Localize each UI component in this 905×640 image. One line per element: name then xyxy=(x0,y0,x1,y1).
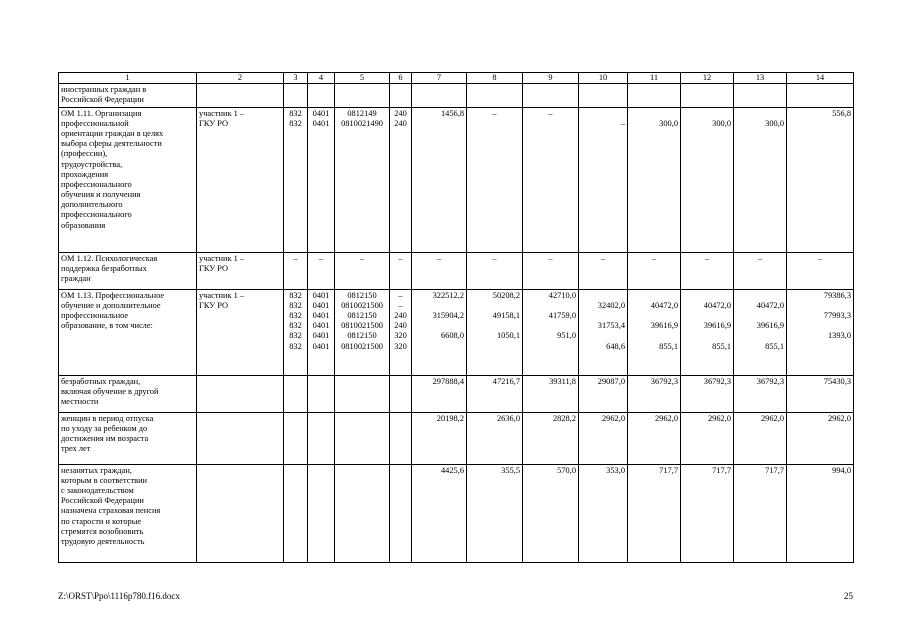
value-col9-line: 951,0 xyxy=(557,331,576,341)
row-title-line: дополнительного xyxy=(61,200,123,210)
value-col12-cell xyxy=(681,464,734,562)
value-total-cell xyxy=(412,289,467,375)
value-col9-cell xyxy=(523,252,579,289)
value-col12-line xyxy=(683,311,731,321)
value-col8-line: 2636,0 xyxy=(496,413,520,423)
value-col11-line: 300,0 xyxy=(659,118,678,128)
vr-code-line: 240 xyxy=(394,321,407,331)
row-title-line: ОМ 1.12. Психологическая xyxy=(61,253,158,263)
value-col14-cell xyxy=(787,464,854,562)
value-col13-cell xyxy=(734,375,787,412)
value-col10-cell xyxy=(579,289,628,375)
value-col12-line: 36792,3 xyxy=(703,376,731,386)
value-col11-cell xyxy=(628,289,681,375)
value-col13-line: 855,1 xyxy=(765,341,784,351)
value-col9-cell xyxy=(523,464,579,562)
value-col13-line xyxy=(736,331,784,341)
value-total-line: 1456,8 xyxy=(440,108,464,118)
row-title-line: достижения им возраста xyxy=(61,433,149,443)
value-col10-line: – xyxy=(600,253,606,263)
value-col11-cell xyxy=(628,107,681,252)
value-col13-line xyxy=(736,109,784,119)
value-col13-cell xyxy=(734,412,787,464)
csr-code-line: 0812150 xyxy=(347,331,377,341)
value-total-line xyxy=(414,342,464,352)
table-row xyxy=(59,252,854,289)
rzpr-code-line: 0401 xyxy=(312,300,330,310)
csr-code-cell xyxy=(335,289,390,375)
value-total-cell xyxy=(412,84,467,107)
csr-code-line: 0810021500 xyxy=(341,300,383,310)
row-title-line: профессиональное xyxy=(61,310,129,320)
value-col14-line: 79386,3 xyxy=(823,290,851,300)
column-header-7: 7 xyxy=(412,73,467,84)
value-col10-cell xyxy=(579,107,628,252)
row-title-line: Российской Федерации xyxy=(61,496,144,506)
csr-code-line: 0812150 xyxy=(347,290,377,300)
value-col14-line xyxy=(789,321,851,331)
value-col14-line: – xyxy=(817,253,823,263)
participant-line: ГКУ РО xyxy=(199,118,229,128)
csr-code-cell xyxy=(335,107,390,252)
value-col9-line: 2828,2 xyxy=(552,413,576,423)
value-col11-line: 39616,9 xyxy=(650,321,678,331)
participant-cell xyxy=(197,412,284,464)
grbs-code-cell xyxy=(284,107,308,252)
rzpr-code-cell xyxy=(308,375,335,412)
column-header-4: 4 xyxy=(308,73,335,84)
value-col12-cell xyxy=(681,289,734,375)
row-title-line: обучение и дополнительное xyxy=(61,300,161,310)
value-col10-line: 29087,0 xyxy=(597,376,625,386)
row-title-line: безработных граждан, xyxy=(61,376,141,386)
value-col14-line xyxy=(789,342,851,352)
grbs-code-line: 832 xyxy=(289,331,302,341)
value-col12-line: – xyxy=(704,253,710,263)
value-col13-line: – xyxy=(757,253,763,263)
row-title-cell xyxy=(59,252,197,289)
value-col14-line: 2962,0 xyxy=(827,413,851,423)
rzpr-code-cell xyxy=(308,412,335,464)
value-col11-line xyxy=(630,291,678,301)
vr-code-cell xyxy=(390,464,412,562)
value-col9-line xyxy=(525,321,576,331)
vr-code-cell xyxy=(390,252,412,289)
rzpr-code-cell xyxy=(308,464,335,562)
value-col10-line xyxy=(581,291,625,301)
csr-code-line: 0812150 xyxy=(347,310,377,320)
csr-code-cell xyxy=(335,464,390,562)
row-title-cell xyxy=(59,84,197,107)
value-total-line: 20198,2 xyxy=(436,413,464,423)
rzpr-code-line: 0401 xyxy=(312,310,330,320)
row-title-line: образования xyxy=(61,220,106,230)
value-col10-cell xyxy=(579,464,628,562)
value-col11-line: – xyxy=(651,253,657,263)
value-col14-line xyxy=(789,301,851,311)
value-col14-line: 1393,0 xyxy=(827,331,851,341)
column-header-5: 5 xyxy=(335,73,390,84)
row-title-line: назначена страховая пенсия xyxy=(61,506,161,516)
value-col9-line: 570,0 xyxy=(557,465,576,475)
value-col13-line: 36792,3 xyxy=(756,376,784,386)
vr-code-line: – xyxy=(398,290,403,300)
row-title-line: ориентации граждан в целях xyxy=(61,128,164,138)
value-col13-cell xyxy=(734,84,787,107)
row-title-line: женщин в период отпуска xyxy=(61,413,154,423)
value-col14-line: 77993,3 xyxy=(823,310,851,320)
value-col13-line xyxy=(736,291,784,301)
row-title-line: включая обучение в другой xyxy=(61,386,159,396)
value-total-cell xyxy=(412,252,467,289)
value-col8-line: – xyxy=(492,253,497,263)
participant-cell xyxy=(197,289,284,375)
column-header-14: 14 xyxy=(787,73,854,84)
value-col12-cell xyxy=(681,375,734,412)
column-header-13: 13 xyxy=(734,73,787,84)
column-header-12: 12 xyxy=(681,73,734,84)
value-col8-line: 47216,7 xyxy=(492,376,520,386)
value-total-line: 6608,0 xyxy=(440,331,464,341)
value-col8-cell xyxy=(467,289,523,375)
participant-cell xyxy=(197,464,284,562)
value-col10-line xyxy=(581,109,625,119)
vr-code-line: 240 xyxy=(394,118,407,128)
value-col10-cell xyxy=(579,252,628,289)
csr-code-line: 0810021500 xyxy=(341,321,383,331)
participant-cell xyxy=(197,252,284,289)
value-col11-line: 36792,3 xyxy=(650,376,678,386)
value-col8-cell xyxy=(467,84,523,107)
value-col13-line: 717,7 xyxy=(765,465,784,475)
table-row xyxy=(59,375,854,412)
rzpr-code-cell xyxy=(308,252,335,289)
row-title-line: образование, в том числе: xyxy=(61,321,153,331)
value-col8-line xyxy=(469,321,520,331)
value-col14-line: 556,8 xyxy=(832,108,851,118)
value-col9-line: 39311,8 xyxy=(549,376,576,386)
grbs-code-cell xyxy=(284,289,308,375)
rzpr-code-cell xyxy=(308,107,335,252)
value-col12-line: 300,0 xyxy=(712,118,731,128)
value-col11-cell xyxy=(628,252,681,289)
vr-code-line: 240 xyxy=(394,310,407,320)
value-col13-cell xyxy=(734,252,787,289)
value-total-cell xyxy=(412,375,467,412)
csr-code-line: – xyxy=(359,253,365,263)
rzpr-code-line: 0401 xyxy=(312,290,330,300)
column-header-2: 2 xyxy=(197,73,284,84)
value-col11-cell xyxy=(628,84,681,107)
value-col11-line xyxy=(630,109,678,119)
value-col11-line: 2962,0 xyxy=(654,413,678,423)
grbs-code-line: 832 xyxy=(289,310,302,320)
value-col13-line xyxy=(736,311,784,321)
value-total-line: 4425,6 xyxy=(440,465,464,475)
value-col12-line: 39616,9 xyxy=(703,321,731,331)
row-title-line: ОМ 1.11. Организация xyxy=(61,108,142,118)
row-title-line: (профессии), xyxy=(61,149,108,159)
value-total-cell xyxy=(412,464,467,562)
value-col10-line: 31753,4 xyxy=(597,321,625,331)
value-total-cell xyxy=(412,107,467,252)
row-title-cell xyxy=(59,375,197,412)
vr-code-cell xyxy=(390,107,412,252)
value-col9-line: – xyxy=(548,108,553,118)
value-col8-line xyxy=(469,342,520,352)
table-row xyxy=(59,412,854,464)
value-col9-cell xyxy=(523,289,579,375)
participant-cell xyxy=(197,84,284,107)
value-col10-line: 648,6 xyxy=(606,341,625,351)
grbs-code-line: 832 xyxy=(289,321,302,331)
value-col9-line xyxy=(525,301,576,311)
value-col8-line: 50208,2 xyxy=(492,290,520,300)
row-title-line: стремятся возобновить xyxy=(61,526,144,536)
value-total-line xyxy=(414,301,464,311)
value-col14-cell xyxy=(787,84,854,107)
value-total-line: 322512,2 xyxy=(432,290,464,300)
row-title-line: трудовую деятельность xyxy=(61,536,145,546)
value-col14-cell xyxy=(787,412,854,464)
row-title-line: трех лет xyxy=(61,444,91,454)
row-title-line: ОМ 1.13. Профессиональное xyxy=(61,290,165,300)
value-col9-line: 41759,0 xyxy=(548,310,576,320)
csr-code-cell xyxy=(335,252,390,289)
value-col9-cell xyxy=(523,375,579,412)
value-col9-line: – xyxy=(548,253,553,263)
row-title-line: которым в соответствии xyxy=(61,475,148,485)
table-row xyxy=(59,289,854,375)
row-title-line: незанятых граждан, xyxy=(61,465,132,475)
row-title-cell xyxy=(59,107,197,252)
value-col8-cell xyxy=(467,412,523,464)
value-col14-cell xyxy=(787,252,854,289)
column-header-10: 10 xyxy=(579,73,628,84)
vr-code-line: 240 xyxy=(394,108,407,118)
rzpr-code-line: – xyxy=(318,253,324,263)
value-col10-line: 2962,0 xyxy=(601,413,625,423)
grbs-code-cell xyxy=(284,464,308,562)
value-col9-cell xyxy=(523,84,579,107)
grbs-code-cell xyxy=(284,375,308,412)
value-col9-line: 42710,0 xyxy=(548,290,576,300)
value-col11-line: 855,1 xyxy=(659,341,678,351)
value-col9-cell xyxy=(523,412,579,464)
row-title-cell xyxy=(59,412,197,464)
rzpr-code-line: 0401 xyxy=(312,341,330,351)
value-col13-cell xyxy=(734,464,787,562)
value-col13-cell xyxy=(734,289,787,375)
vr-code-cell xyxy=(390,289,412,375)
participant-line: участник 1 – xyxy=(199,108,245,118)
rzpr-code-line: 0401 xyxy=(312,321,330,331)
value-col12-cell xyxy=(681,412,734,464)
column-header-9: 9 xyxy=(523,73,579,84)
value-col8-line: 1050,1 xyxy=(496,331,520,341)
participant-line: ГКУ РО xyxy=(199,263,229,273)
value-col10-cell xyxy=(579,84,628,107)
participant-line: участник 1 – xyxy=(199,253,245,263)
value-col13-line: 40472,0 xyxy=(756,300,784,310)
value-col12-cell xyxy=(681,107,734,252)
value-col12-line xyxy=(683,109,731,119)
table-row xyxy=(59,107,854,252)
row-title-line: Российской Федерации xyxy=(61,95,144,105)
value-col11-cell xyxy=(628,375,681,412)
vr-code-line: – xyxy=(398,253,403,263)
row-title-line: прохождения xyxy=(61,169,109,179)
rzpr-code-cell xyxy=(308,289,335,375)
row-title-line: граждан xyxy=(61,273,91,283)
grbs-code-line: 832 xyxy=(289,118,302,128)
value-col14-cell xyxy=(787,107,854,252)
row-title-line: профессионального xyxy=(61,179,132,189)
value-col9-cell xyxy=(523,107,579,252)
row-title-cell xyxy=(59,464,197,562)
value-col10-line xyxy=(581,311,625,321)
value-total-line: 315904,2 xyxy=(432,310,464,320)
value-col8-line xyxy=(469,301,520,311)
csr-code-cell xyxy=(335,84,390,107)
column-header-6: 6 xyxy=(390,73,412,84)
value-col14-line: 75430,3 xyxy=(823,376,851,386)
row-title-cell xyxy=(59,289,197,375)
value-col11-cell xyxy=(628,464,681,562)
budget-table xyxy=(58,72,854,563)
vr-code-line: 320 xyxy=(394,331,407,341)
value-col12-line xyxy=(683,331,731,341)
column-header-11: 11 xyxy=(628,73,681,84)
rzpr-code-line: 0401 xyxy=(312,331,330,341)
value-col14-line: 994,0 xyxy=(832,465,851,475)
value-col8-cell xyxy=(467,464,523,562)
value-col8-cell xyxy=(467,252,523,289)
vr-code-line: 320 xyxy=(394,341,407,351)
value-col11-line xyxy=(630,311,678,321)
value-col12-line: 40472,0 xyxy=(703,300,731,310)
column-header-1: 1 xyxy=(59,73,197,84)
value-col14-cell xyxy=(787,375,854,412)
rzpr-code-line: 0401 xyxy=(312,108,330,118)
column-header-3: 3 xyxy=(284,73,308,84)
csr-code-cell xyxy=(335,412,390,464)
value-col8-line: 49158,1 xyxy=(492,310,520,320)
grbs-code-line: 832 xyxy=(289,290,302,300)
value-col10-line: 353,0 xyxy=(606,465,625,475)
row-title-line: профессиональной xyxy=(61,118,129,128)
value-col12-line: 2962,0 xyxy=(707,413,731,423)
value-total-cell xyxy=(412,412,467,464)
grbs-code-line: – xyxy=(293,253,298,263)
value-col11-line: 717,7 xyxy=(659,465,678,475)
value-col14-cell xyxy=(787,289,854,375)
value-col8-line: 355,5 xyxy=(501,465,520,475)
row-title-line: по уходу за ребенком до xyxy=(61,423,148,433)
vr-code-cell xyxy=(390,84,412,107)
vr-code-cell xyxy=(390,375,412,412)
row-title-line: местности xyxy=(61,396,99,406)
value-col10-cell xyxy=(579,375,628,412)
vr-code-cell xyxy=(390,412,412,464)
column-header-8: 8 xyxy=(467,73,523,84)
rzpr-code-cell xyxy=(308,84,335,107)
participant-cell xyxy=(197,107,284,252)
value-col13-line: 300,0 xyxy=(765,118,784,128)
grbs-code-line: 832 xyxy=(289,300,302,310)
row-title-line: выбора сферы деятельности xyxy=(61,139,162,149)
csr-code-line: 0812149 xyxy=(347,108,377,118)
grbs-code-line: 832 xyxy=(289,341,302,351)
table-row xyxy=(59,84,854,107)
header-row xyxy=(59,73,854,84)
rzpr-code-line: 0401 xyxy=(312,118,330,128)
csr-code-line: 0810021500 xyxy=(341,341,383,351)
value-total-line xyxy=(414,321,464,331)
value-col10-line: 32402,0 xyxy=(597,300,625,310)
value-col10-line: – xyxy=(620,118,625,128)
participant-line: участник 1 – xyxy=(199,290,245,300)
participant-line: ГКУ РО xyxy=(199,300,229,310)
value-col11-line: 40472,0 xyxy=(650,300,678,310)
grbs-code-line: 832 xyxy=(289,108,302,118)
grbs-code-cell xyxy=(284,252,308,289)
page-number: 25 xyxy=(844,591,853,601)
row-title-line: по старости и которые xyxy=(61,516,142,526)
value-col10-cell xyxy=(579,412,628,464)
value-total-line: 297888,4 xyxy=(432,376,464,386)
csr-code-line: 0810021490 xyxy=(341,118,383,128)
row-title-line: обучения и получения xyxy=(61,190,141,200)
row-title-line: трудоустройства, xyxy=(61,159,123,169)
value-col13-line: 2962,0 xyxy=(760,413,784,423)
value-col11-cell xyxy=(628,412,681,464)
row-title-line: с законодательством xyxy=(61,485,134,495)
participant-cell xyxy=(197,375,284,412)
value-col8-cell xyxy=(467,107,523,252)
value-col12-line: 855,1 xyxy=(712,341,731,351)
value-col12-cell xyxy=(681,84,734,107)
row-title-line: иностранных граждан в xyxy=(61,85,147,95)
value-col12-line: 717,7 xyxy=(712,465,731,475)
value-total-line: – xyxy=(436,253,442,263)
csr-code-cell xyxy=(335,375,390,412)
row-title-line: поддержка безработных xyxy=(61,263,147,273)
value-col8-cell xyxy=(467,375,523,412)
grbs-code-cell xyxy=(284,84,308,107)
value-col10-line xyxy=(581,331,625,341)
grbs-code-cell xyxy=(284,412,308,464)
value-col12-line xyxy=(683,291,731,301)
value-col12-cell xyxy=(681,252,734,289)
value-col13-line: 39616,9 xyxy=(756,321,784,331)
table-row xyxy=(59,464,854,562)
vr-code-line: – xyxy=(398,300,403,310)
row-title-line: профессионального xyxy=(61,210,132,220)
value-col13-cell xyxy=(734,107,787,252)
file-path: Z:\ORST\Ppo\1116p780.f16.docx xyxy=(58,591,180,601)
value-col11-line xyxy=(630,331,678,341)
value-col8-line: – xyxy=(492,108,497,118)
value-col9-line xyxy=(525,342,576,352)
